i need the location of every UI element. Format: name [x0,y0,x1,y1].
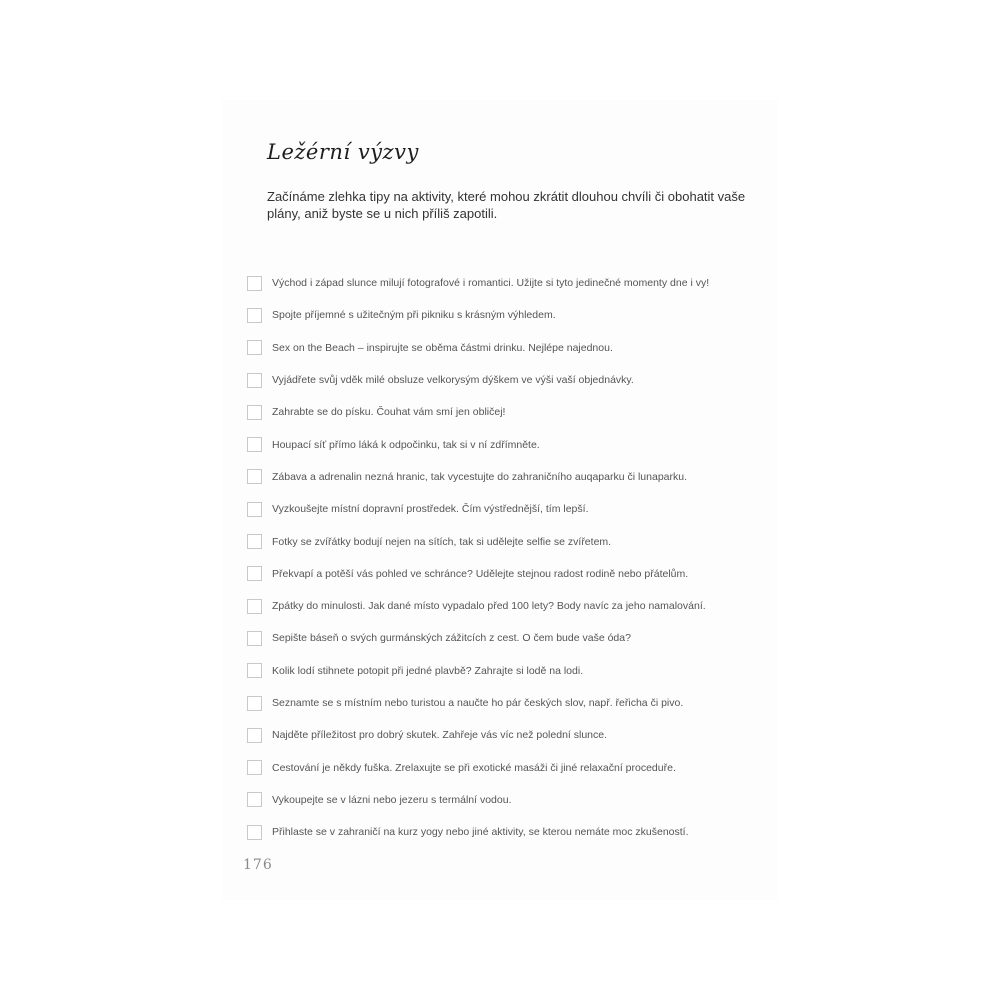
page-number: 176 [243,857,273,873]
checklist-item [247,428,767,460]
checkbox[interactable] [247,728,262,743]
checklist-item [247,299,767,331]
checklist-item [247,816,767,848]
checklist-item-label: Zábava a adrenalin nezná hranic, tak vycestujte do zahraničního auqaparku či lunaparku. [272,470,688,483]
checkbox[interactable] [247,792,262,807]
checklist-item [247,364,767,396]
checklist-item-label: Cestování je někdy fuška. Zrelaxujte se při exotické masáži či jiné relaxační proceduře. [272,761,676,774]
checkbox[interactable] [247,760,262,775]
checklist-item-label: Vyjádřete svůj vděk milé obsluze velkorysým dýškem ve výši vaší objednávky. [272,374,634,387]
checkbox[interactable] [247,599,262,614]
checkbox[interactable] [247,825,262,840]
checklist-item-label: Zahrabte se do písku. Čouhat vám smí jen obličej! [272,406,506,419]
checklist-item [247,687,767,719]
checkbox[interactable] [247,631,262,646]
checklist-item [247,332,767,364]
checklist-item [247,267,767,299]
checkbox[interactable] [247,534,262,549]
checklist-item-label: Zpátky do minulosti. Jak dané místo vypadalo před 100 lety? Body navíc za jeho namalování. [272,600,706,613]
checklist-item-label: Sex on the Beach – inspirujte se oběma částmi drinku. Nejlépe najednou. [272,341,613,354]
checklist-item [247,719,767,751]
checklist-item [247,461,767,493]
checklist-item [247,784,767,816]
checkbox[interactable] [247,437,262,452]
checkbox[interactable] [247,405,262,420]
section-title: Ležérní výzvy [267,140,419,164]
checkbox[interactable] [247,276,262,291]
checklist-item-label: Přihlaste se v zahraničí na kurz yogy nebo jiné aktivity, se kterou nemáte moc zkušeností. [272,826,689,839]
checklist-item [247,525,767,557]
checkbox[interactable] [247,663,262,678]
checklist-item [247,622,767,654]
checklist-item [247,558,767,590]
checklist-item [247,396,767,428]
checkbox[interactable] [247,502,262,517]
checkbox[interactable] [247,696,262,711]
checklist-item [247,751,767,783]
checkbox[interactable] [247,469,262,484]
checklist-item [247,590,767,622]
checkbox[interactable] [247,308,262,323]
checklist-item-label: Vykoupejte se v lázni nebo jezeru s termální vodou. [272,793,512,806]
checklist-item [247,655,767,687]
checklist-item-label: Spojte příjemné s užitečným při pikniku s krásným výhledem. [272,309,556,322]
checkbox[interactable] [247,566,262,581]
checklist-item-label: Vyzkoušejte místní dopravní prostředek. Čím výstřednější, tím lepší. [272,503,589,516]
checklist-item-label: Východ i západ slunce milují fotografové i romantici. Užijte si tyto jedinečné momenty dne i vy! [272,277,710,290]
checklist-item-label: Najděte příležitost pro dobrý skutek. Zahřeje vás víc než polední slunce. [272,729,608,742]
intro-paragraph: Začínáme zlehka tipy na aktivity, které mohou zkrátit dlouhou chvíli či obohatit vaše plány, aniž byste se u nich příliš zapotili. [267,189,746,221]
checklist-item-label: Houpací síť přímo láká k odpočinku, tak si v ní zdřímněte. [272,438,540,451]
checkbox[interactable] [247,340,262,355]
challenge-checklist [247,267,767,848]
checklist-item-label: Překvapí a potěší vás pohled ve schránce? Udělejte stejnou radost rodině nebo přátelům. [272,567,689,580]
checklist-item-label: Seznamte se s místním nebo turistou a naučte ho pár českých slov, např. řeřicha či pivo. [272,697,684,709]
checklist-item [247,493,767,525]
checklist-item-label: Sepište báseň o svých gurmánských zážitcích z cest. O čem bude vaše óda? [272,632,631,645]
checkbox[interactable] [247,373,262,388]
checklist-item-label: Kolik lodí stihnete potopit při jedné plavbě? Zahrajte si lodě na lodi. [272,664,584,677]
checklist-item-label: Fotky se zvířátky bodují nejen na sítích, tak si udělejte selfie se zvířetem. [272,535,612,548]
